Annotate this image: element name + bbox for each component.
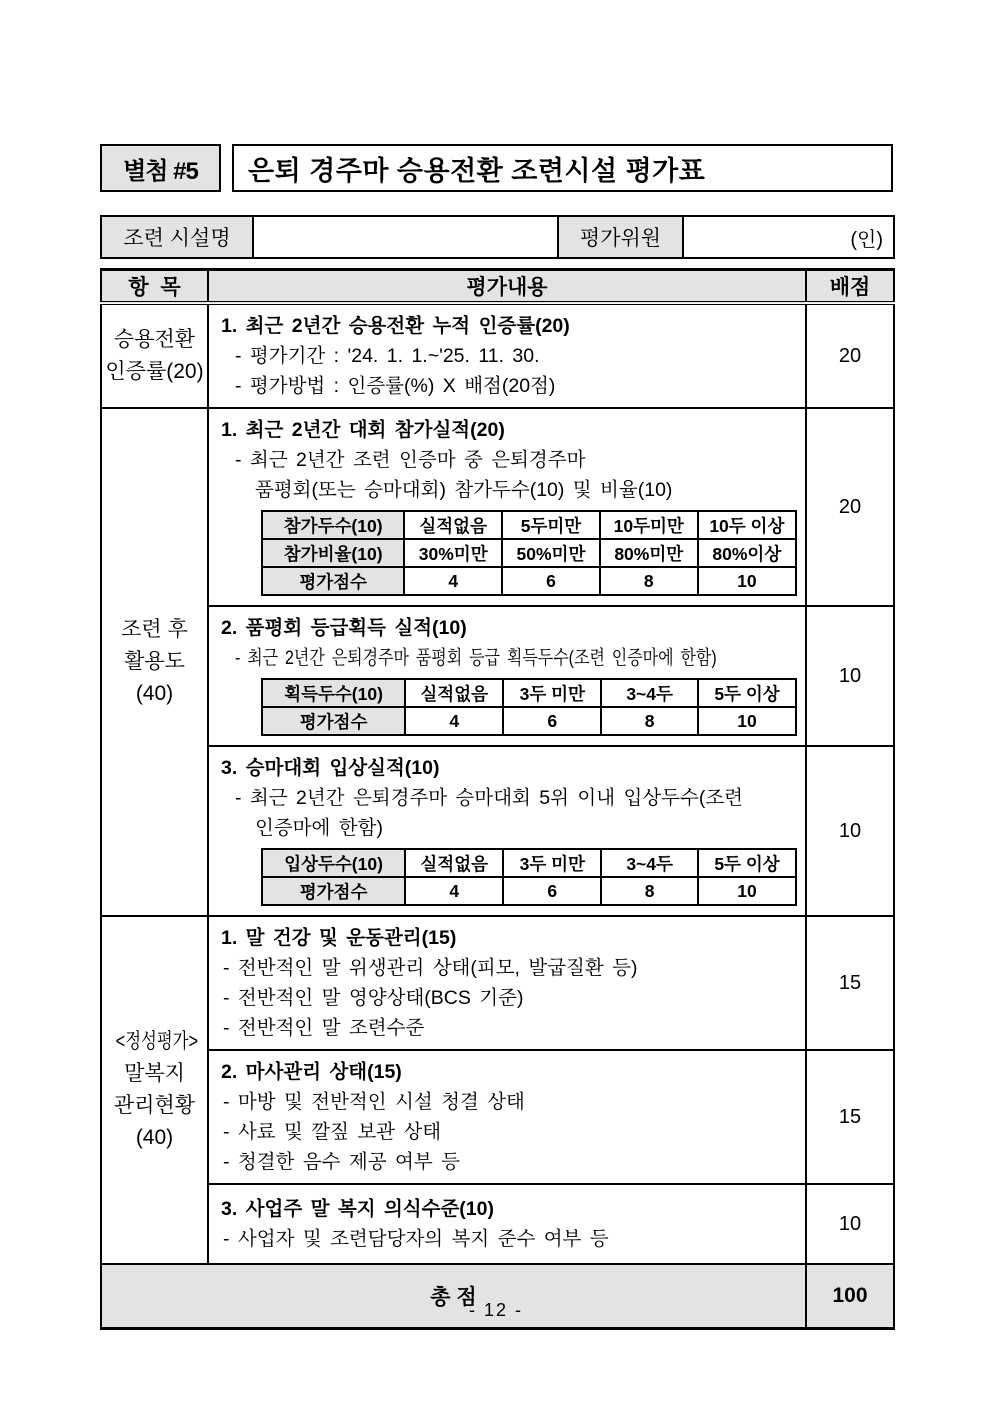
subtable-cell: 6 [503,877,601,905]
subtable-cell: 10두 이상 [698,511,796,539]
subtable-cell: 5두 이상 [698,679,796,707]
subtable-cell: 10 [698,707,796,735]
subtable-cell: 10 [698,877,796,905]
score-cell: 10 [806,1184,894,1264]
category-line: (40) [135,1126,174,1149]
subtable-cell: 6 [502,567,600,595]
subtable-cell: 30%미만 [404,539,502,567]
category-line: 활용도 [124,650,185,673]
subtable-cell: 80%이상 [698,539,796,567]
table-row [101,1184,894,1264]
item-bullet: - 마방 및 전반적인 시설 청결 상태 [223,1091,525,1113]
category-cell-utilization [101,408,208,916]
participation-score-subtable [261,510,797,596]
category-line: 승용전환 [113,328,196,351]
attachment-label-box [100,144,221,192]
subtable-cell: 8 [600,567,698,595]
item-heading: 2. 마사관리 상태(15) [221,1061,402,1083]
subtable-cell: 3두 미만 [503,849,601,877]
score-cell: 20 [806,303,894,408]
subtable-cell: 실적없음 [405,849,503,877]
item-bullet: - 사료 및 깔짚 보관 상태 [223,1121,442,1143]
score-cell: 20 [806,408,894,606]
content-cell [208,408,806,606]
table-row [101,303,894,408]
subtable-label: 참가두수(10) [262,511,404,539]
subtable-cell: 50%미만 [502,539,600,567]
subtable-cell: 3두 미만 [503,679,601,707]
item-heading: 3. 사업주 말 복지 의식수준(10) [221,1198,494,1220]
col-header-score: 배점 [806,270,894,304]
score-cell: 15 [806,1050,894,1184]
col-header-content: 평가내용 [208,270,806,304]
category-cell-welfare [101,916,208,1264]
item-bullet: - 전반적인 말 조련수준 [223,1017,425,1039]
subtable-cell: 실적없음 [405,679,503,707]
category-line: (40) [135,682,174,705]
item-bullet: - 청결한 음수 제공 여부 등 [223,1151,460,1173]
item-bullet: - 최근 2년간 조련 인증마 중 은퇴경주마 [235,449,586,471]
score-cell: 10 [806,746,894,916]
subtable-label: 평가점수 [262,567,404,595]
subtable-label: 평가점수 [262,707,405,735]
subtable-cell: 10두미만 [600,511,698,539]
item-heading: 3. 승마대회 입상실적(10) [221,757,440,779]
facility-name-label: 조련 시설명 [101,216,253,258]
item-bullet: - 전반적인 말 위생관리 상태(피모, 발굽질환 등) [223,957,638,979]
category-cell-certification [101,303,208,408]
total-label: 총 점 [101,1264,806,1328]
category-line: 인증률(20) [105,360,204,383]
col-header-item: 항 목 [101,270,208,304]
table-row [101,746,894,916]
item-bullet: - 최근 2년간 은퇴경주마 승마대회 5위 이내 입상두수(조련 [235,787,744,809]
subtable-cell: 5두 이상 [698,849,796,877]
content-cell [208,1050,806,1184]
subtable-label: 획득두수(10) [262,679,405,707]
item-bullet: - 사업자 및 조련담당자의 복지 준수 여부 등 [223,1228,609,1250]
evaluation-table [100,268,895,1330]
document-title-box [232,144,893,192]
subtable-cell: 3~4두 [601,849,698,877]
item-heading: 1. 최근 2년간 승용전환 누적 인증률(20) [221,315,570,337]
table-row [101,916,894,1050]
category-line: <정성평가> [115,1030,199,1053]
subtable-cell: 4 [404,567,502,595]
content-cell [208,746,806,916]
page-title: 은퇴 경주마 승용전환 조련시설 평가표 [248,155,706,186]
score-cell: 15 [806,916,894,1050]
subtable-cell: 4 [405,707,503,735]
subtable-cell: 8 [601,877,698,905]
item-heading: 1. 최근 2년간 대회 참가실적(20) [221,419,505,441]
table-row [101,1050,894,1184]
subtable-cell: 8 [601,707,698,735]
subtable-cell: 10 [698,567,796,595]
category-line: 관리현황 [113,1094,196,1117]
item-bullet: 품평회(또는 승마대회) 참가두수(10) 및 비율(10) [255,479,673,501]
subtable-cell: 4 [405,877,503,905]
subtable-cell: 6 [503,707,601,735]
subtable-label: 평가점수 [262,877,405,905]
grade-score-subtable [261,678,797,736]
content-cell [208,606,806,746]
facility-info-table [100,215,895,259]
attachment-label: 별첨 #5 [123,157,198,185]
subtable-cell: 80%미만 [600,539,698,567]
subtable-cell: 3~4두 [601,679,698,707]
item-bullet: - 최근 2년간 은퇴경주마 품평회 등급 획득두수(조련 인증마에 한함) [235,647,717,669]
item-bullet: 인증마에 한함) [255,817,383,839]
evaluator-seal-cell: (인) [683,216,894,258]
subtable-cell: 실적없음 [404,511,502,539]
table-row [101,408,894,606]
content-cell [208,916,806,1050]
item-heading: 1. 말 건강 및 운동관리(15) [221,927,457,949]
total-score: 100 [806,1264,894,1328]
subtable-label: 참가비율(10) [262,539,404,567]
table-row [101,606,894,746]
item-bullet: - 평가기간 : '24. 1. 1.~'25. 11. 30. [235,345,540,367]
content-cell [208,1184,806,1264]
page-number: - 12 - [468,1300,523,1320]
table-header-row [101,270,894,304]
content-cell [208,303,806,408]
score-cell: 10 [806,606,894,746]
ranking-score-subtable [261,848,797,906]
item-heading: 2. 품평회 등급획득 실적(10) [221,617,467,639]
subtable-label: 입상두수(10) [262,849,405,877]
subtable-cell: 5두미만 [502,511,600,539]
facility-name-field[interactable] [253,216,558,258]
category-line: 말복지 [124,1062,185,1085]
category-line: 조련 후 [121,618,188,641]
evaluator-label: 평가위원 [558,216,683,258]
item-bullet: - 전반적인 말 영양상태(BCS 기준) [223,987,524,1009]
item-bullet: - 평가방법 : 인증률(%) X 배점(20점) [235,375,556,397]
